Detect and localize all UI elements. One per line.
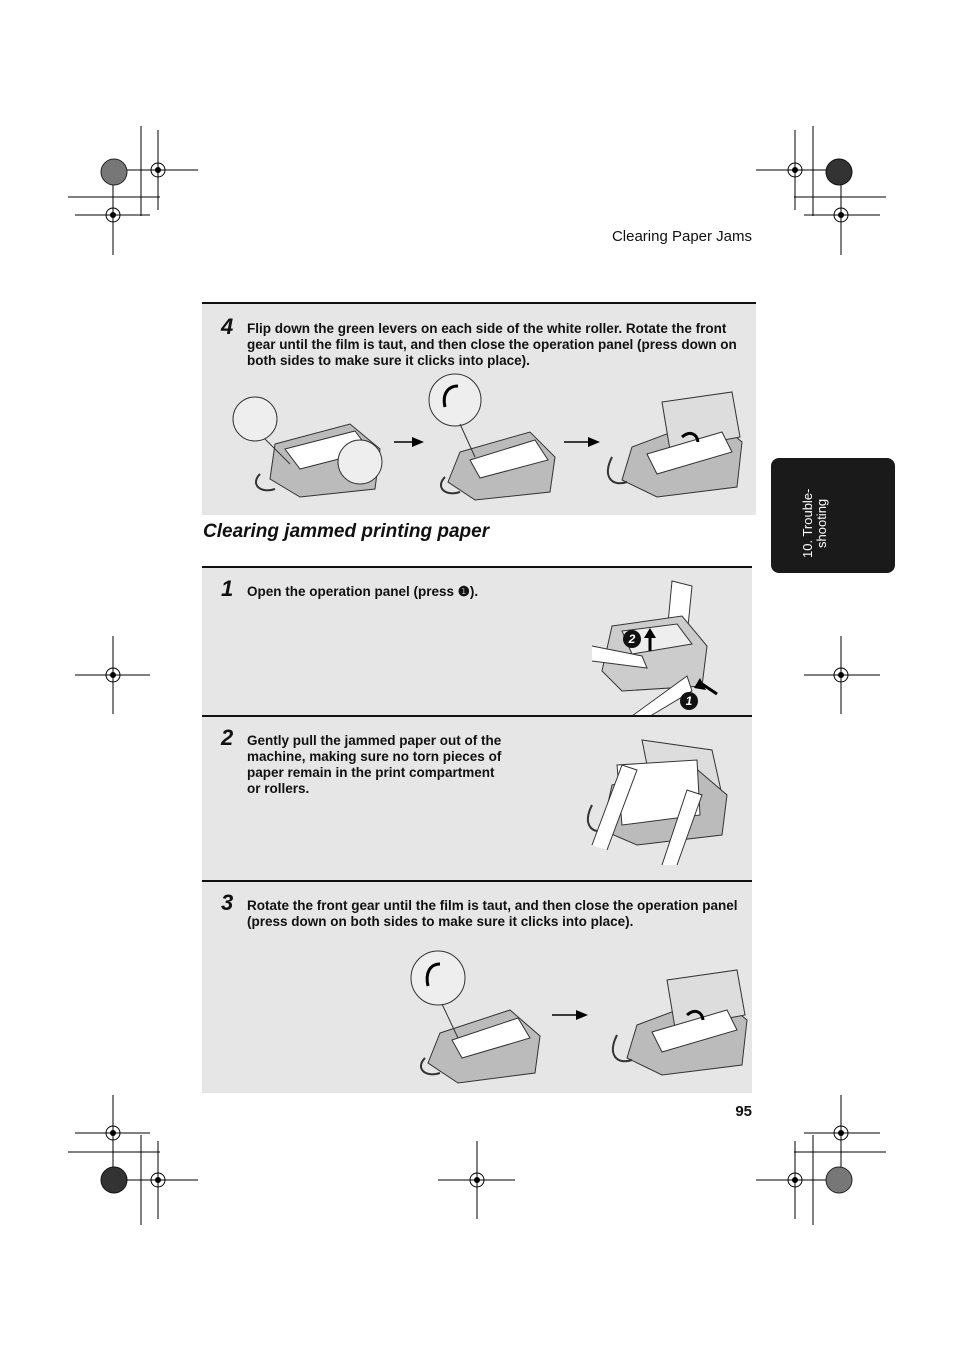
callout-2: 2 [623,630,641,648]
section-title: Clearing jammed printing paper [203,521,490,542]
arrow-right-icon [564,436,600,448]
step-number: 1 [221,576,234,601]
fax-illustration-closed [607,970,757,1085]
step-text: Gently pull the jammed paper out of the machine, making sure no torn pieces of paper remain in the print compartment or rollers. [247,733,502,796]
step-number: 3 [221,890,234,915]
step-3-panel [202,880,752,1093]
fax-illustration-open-panel [592,576,722,716]
step-number: 2 [221,725,234,750]
chapter-tab [771,458,895,573]
fax-illustration-rotate-gear [430,372,560,502]
arrow-right-icon [552,1009,588,1021]
step-text: Flip down the green levers on each side of the white roller. Rotate the front gear until the film is taut, and then close the operation panel (press down on both sides to make sure it clicks into place). [247,321,737,368]
arrow-right-icon [394,436,424,448]
step-4-panel [202,302,756,515]
step-1-panel [202,566,752,716]
callout-1: 1 [680,692,698,710]
running-header: Clearing Paper Jams [611,228,752,245]
fax-illustration-closed [602,392,752,512]
fax-illustration-pull-paper [582,735,732,865]
chapter-tab-label: 10. Trouble- shooting [800,488,829,558]
step-2-panel [202,715,752,881]
step-number: 4 [221,314,234,339]
step-text: Open the operation panel (press ❶). [247,584,479,599]
fax-illustration-open-levers [230,389,390,499]
page-number: 95 [735,1103,752,1120]
step-text: Rotate the front gear until the film is taut, and then close the operation panel (press down on both sides to make sure it clicks into place). [247,898,738,929]
fax-illustration-rotate-gear [410,948,550,1088]
